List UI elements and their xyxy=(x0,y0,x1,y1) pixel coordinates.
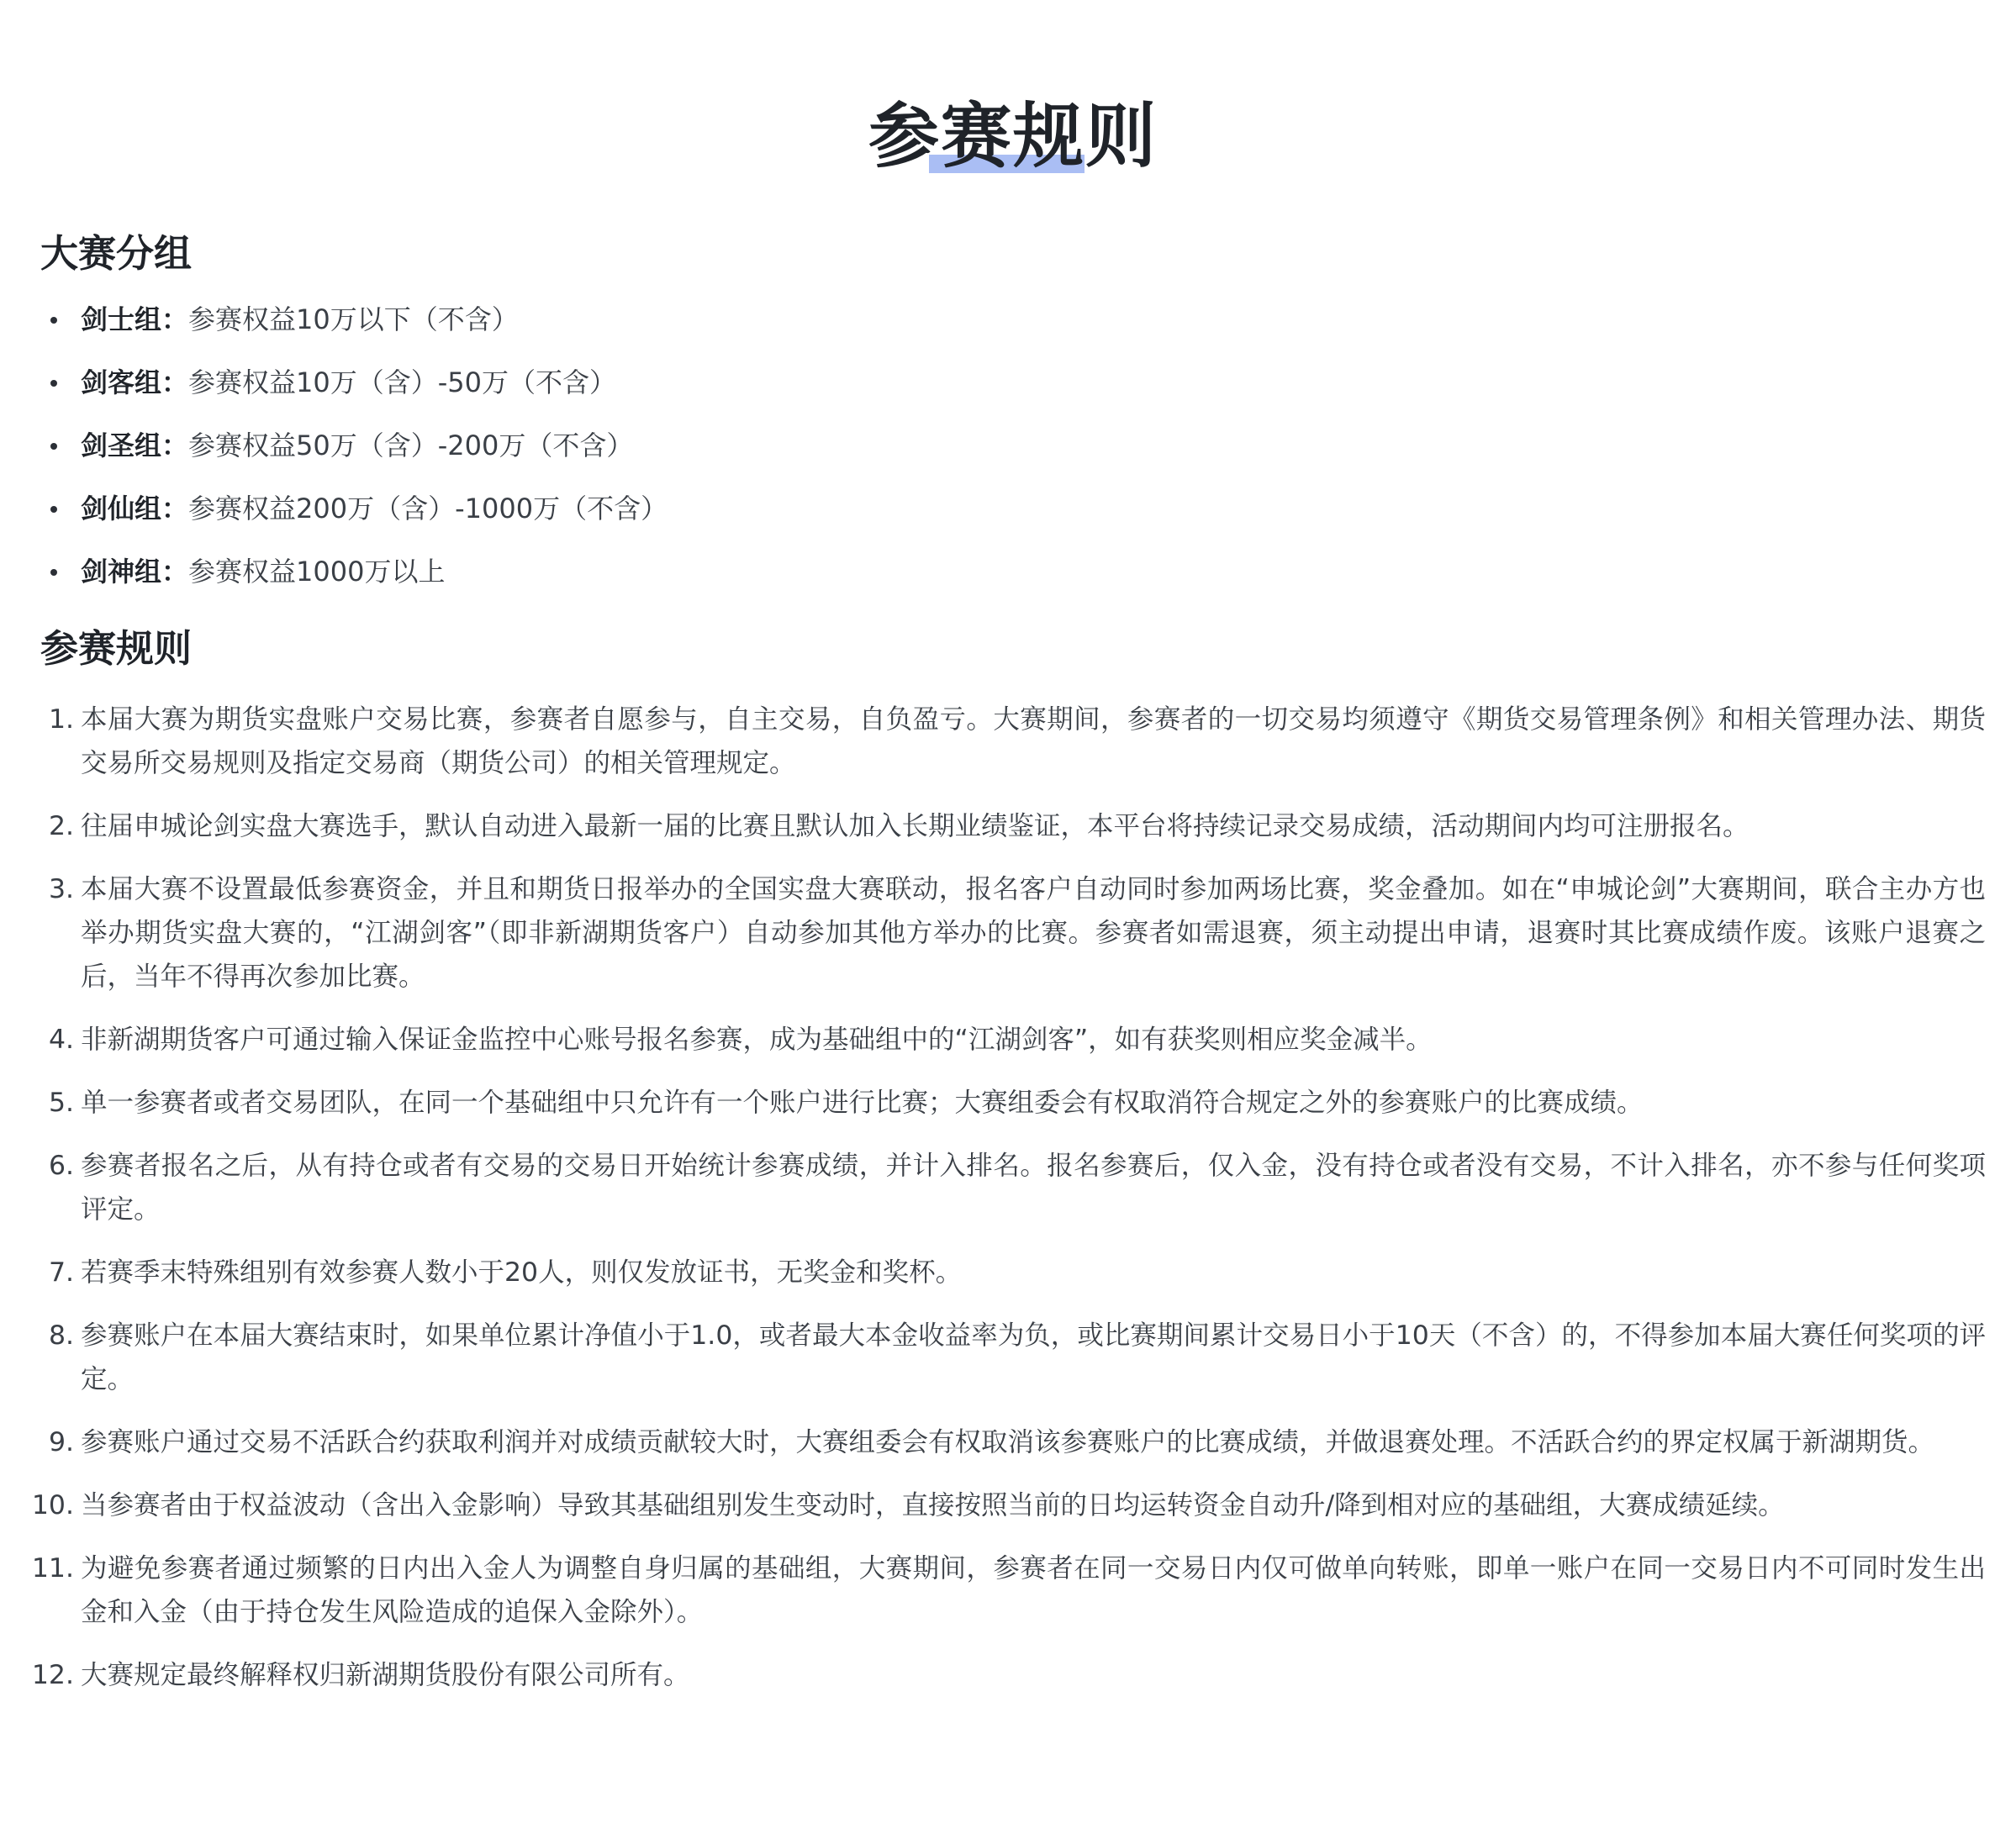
list-item xyxy=(40,553,1986,590)
group-desc: 参赛权益10万（含）-50万（不含） xyxy=(188,366,617,398)
rule-text: 若赛季末特殊组别有效参赛人数小于20人，则仅发放证书，无奖金和奖杯。 xyxy=(81,1257,963,1288)
rule-number: 4. xyxy=(48,1025,74,1055)
group-name: 剑客组 xyxy=(81,366,162,398)
group-desc: 参赛权益50万（含）-200万（不含） xyxy=(188,430,634,461)
group-name: 剑士组 xyxy=(81,303,162,335)
rules-heading: 参赛规则 xyxy=(40,626,193,671)
list-item xyxy=(40,1081,1986,1125)
rule-text: 参赛者报名之后，从有持仓或者有交易的交易日开始统计参赛成绩，并计入排名。报名参赛后，仅入金，没有持仓或者没有交易，不计入排名，亦不参与任何奖项评定。 xyxy=(81,1151,1986,1225)
group-name: 剑神组 xyxy=(81,556,162,588)
rule-number: 9. xyxy=(48,1427,74,1457)
rule-number: 1. xyxy=(48,704,74,735)
rule-text: 单一参赛者或者交易团队，在同一个基础组中只允许有一个账户进行比赛；大赛组委会有权取消符合规定之外的参赛账户的比赛成绩。 xyxy=(81,1088,1644,1118)
list-item xyxy=(40,364,1986,401)
rule-text: 当参赛者由于权益波动（含出入金影响）导致其基础组别发生变动时，直接按照当前的日均运转资金自动升/降到相对应的基础组，大赛成绩延续。 xyxy=(81,1490,1785,1520)
group-colon: ： xyxy=(161,493,189,524)
rule-text: 参赛账户通过交易不活跃合约获取利润并对成绩贡献较大时，大赛组委会有权取消该参赛账户的比赛成绩，并做退赛处理。不活跃合约的界定权属于新湖期货。 xyxy=(81,1427,1935,1457)
rule-number: 3. xyxy=(48,874,74,904)
rule-number: 6. xyxy=(48,1151,74,1181)
group-desc: 参赛权益1000万以上 xyxy=(188,556,446,588)
rule-number: 10. xyxy=(31,1490,74,1520)
list-item xyxy=(40,698,1986,785)
list-item xyxy=(40,427,1986,464)
list-item xyxy=(40,867,1986,999)
group-colon: ： xyxy=(161,303,189,335)
group-desc: 参赛权益200万（含）-1000万（不含） xyxy=(188,493,668,524)
page-title xyxy=(868,92,1158,180)
group-colon: ： xyxy=(161,556,189,588)
list-item xyxy=(40,804,1986,848)
rule-number: 2. xyxy=(48,811,74,841)
list-item xyxy=(40,1251,1986,1294)
bullet-icon xyxy=(50,380,57,387)
list-item xyxy=(40,1144,1986,1231)
rule-text: 本届大赛为期货实盘账户交易比赛，参赛者自愿参与，自主交易，自负盈亏。大赛期间，参赛者的一切交易均须遵守《期货交易管理条例》和相关管理办法、期货交易所交易规则及指定交易商（期货公司）的相关管理规定。 xyxy=(81,704,1986,778)
group-desc: 参赛权益10万以下（不含） xyxy=(188,303,519,335)
rule-number: 5. xyxy=(48,1088,74,1118)
list-item xyxy=(40,1314,1986,1401)
rule-text: 大赛规定最终解释权归新湖期货股份有限公司所有。 xyxy=(81,1660,690,1690)
rule-number: 11. xyxy=(31,1553,74,1584)
list-item xyxy=(40,301,1986,338)
list-item xyxy=(40,1018,1986,1062)
rule-text: 参赛账户在本届大赛结束时，如果单位累计净值小于1.0，或者最大本金收益率为负，或比赛期间累计交易日小于10天（不含）的，不得参加本届大赛任何奖项的评定。 xyxy=(81,1320,1986,1394)
groups-heading: 大赛分组 xyxy=(40,231,193,276)
list-item xyxy=(40,490,1986,527)
rule-text: 非新湖期货客户可通过输入保证金监控中心账号报名参赛，成为基础组中的“江湖剑客”，如有获奖则相应奖金减半。 xyxy=(81,1025,1433,1055)
list-item xyxy=(31,1547,1986,1634)
bullet-icon xyxy=(50,506,57,513)
list-item xyxy=(31,1653,1986,1697)
list-item xyxy=(40,1420,1986,1464)
group-name: 剑圣组 xyxy=(81,430,162,461)
rule-text: 往届申城论剑实盘大赛选手，默认自动进入最新一届的比赛且默认加入长期业绩鉴证，本平台将持续记录交易成绩，活动期间内均可注册报名。 xyxy=(81,811,1749,841)
title-wrap xyxy=(40,0,1986,187)
rule-text: 本届大赛不设置最低参赛资金，并且和期货日报举办的全国实盘大赛联动，报名客户自动同时参加两场比赛，奖金叠加。如在“申城论剑”大赛期间，联合主办方也举办期货实盘大赛的，“江湖剑客”（即非新湖期货客户）自动参加其他方举办的比赛。参赛者如需退赛，须主动提出申请，退赛时其比赛成绩作废。该账户退赛之后，当年不得再次参加比赛。 xyxy=(81,874,1986,992)
rule-number: 8. xyxy=(48,1320,74,1351)
page-title-text: 参赛规则 xyxy=(868,95,1158,177)
group-colon: ： xyxy=(161,366,189,398)
group-name: 剑仙组 xyxy=(81,493,162,524)
rule-number: 12. xyxy=(31,1660,74,1690)
rule-number: 7. xyxy=(48,1257,74,1288)
bullet-icon xyxy=(50,569,57,576)
bullet-icon xyxy=(50,443,57,450)
list-item xyxy=(31,1484,1986,1527)
bullet-icon xyxy=(50,317,57,324)
groups-list xyxy=(40,301,1986,590)
rule-text: 为避免参赛者通过频繁的日内出入金人为调整自身归属的基础组，大赛期间，参赛者在同一交易日内仅可做单向转账，即单一账户在同一交易日内不可同时发生出金和入金（由于持仓发生风险造成的追保入金除外）。 xyxy=(81,1553,1986,1627)
rules-list xyxy=(31,698,1986,1697)
group-colon: ： xyxy=(161,430,189,461)
